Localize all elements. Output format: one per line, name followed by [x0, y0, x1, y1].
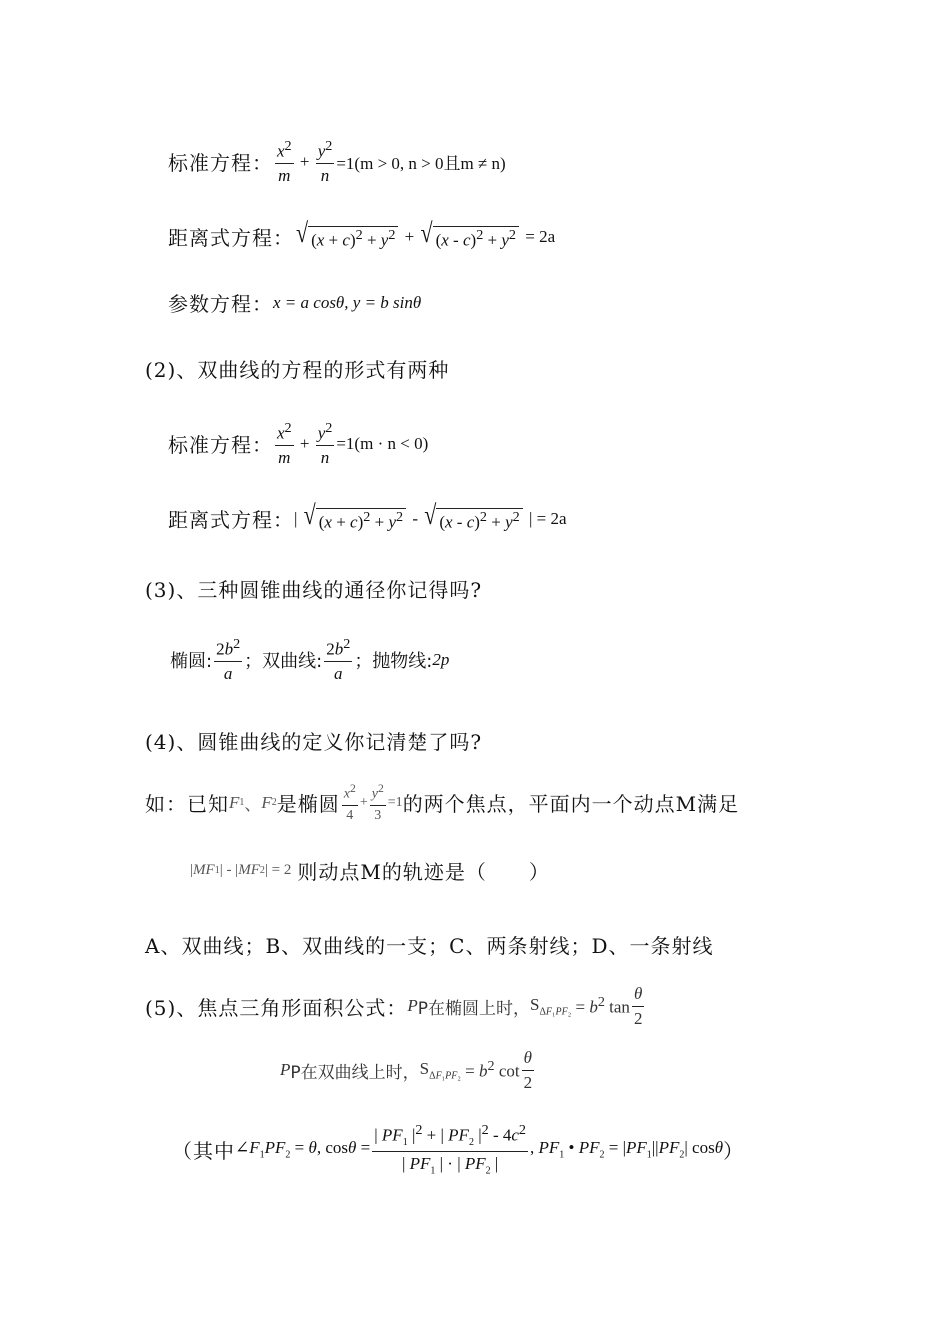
- ellipse-parametric-equation: [168, 288, 421, 317]
- focal-triangle-hyperbola: [280, 1048, 536, 1092]
- latus-rectum-values: [170, 636, 449, 684]
- ellipse-distance-equation: [168, 216, 556, 251]
- example-condition: | MF 1 | - | MF 2 | = 2 则动点M的轨迹是（ ）: [190, 860, 550, 884]
- hyperbola-latus-fraction: $\frac{2b^2}{a}$: [326, 636, 351, 684]
- ellipse-equation: $\frac{x^2}{4}$ + $\frac{y^2}{3}$ =1: [343, 782, 403, 823]
- formula: x = a cosθ, y = b sinθ: [273, 292, 422, 312]
- parabola-latus-value: 2p: [432, 649, 450, 669]
- label: 距离式方程：: [168, 508, 294, 532]
- formula: $\frac{x^2}{m}$ + $\frac{y^2}{n}$ =1(m · n < 0): [277, 420, 429, 468]
- formula: $\frac{x^2}{m}$ + $\frac{y^2}{n}$ =1(m > 0, n > 0且m ≠ n): [277, 138, 506, 186]
- hyperbola-standard-equation: [168, 420, 428, 468]
- label: 标准方程：: [168, 151, 273, 176]
- condition-formula: | MF 1 | - | MF 2 | = 2: [190, 862, 292, 878]
- formula: | √ $(x + c)^2 + y^2$ - √ $(x - c)^2 + y^2$ | = 2a: [294, 498, 567, 532]
- definition-heading: (4)、圆锥曲线的定义你记清楚了吗?: [145, 730, 483, 754]
- latus-rectum-heading: (3)、三种圆锥曲线的通径你记得吗?: [145, 578, 483, 602]
- formula: √ $(x + c)^2 + y^2$ + √ $(x - c)^2 + y^2$ = 2a: [296, 216, 556, 250]
- answer-options: A、双曲线；B、双曲线的一支；C、两条射线；D、一条射线: [145, 934, 714, 958]
- label: 参数方程：: [168, 292, 273, 316]
- example-question: 如：已知 F 1 、 F 2 是椭圆 $\frac{x^2}{4}$ + $\frac{y^2}{3}$ =1 的两个焦点，平面内一个动点M满足: [145, 782, 740, 823]
- focal-triangle-note: （其中 $\angle F_1PF_2 = \theta$, cosθ = $\frac{| PF_1 |^2 + | PF_2 |^2 - 4c^2}{| PF_1 | \cdot | PF_2 |}$ , $PF_1$ • $PF_2 = |PF_1||PF_2|$ cosθ ）: [172, 1122, 745, 1176]
- hyperbola-heading: (2)、双曲线的方程的形式有两种: [145, 358, 450, 382]
- label: 距离式方程：: [168, 226, 294, 250]
- parabola-label: ；抛物线:: [354, 650, 433, 672]
- ellipse-label: 椭圆:: [170, 650, 213, 672]
- label: 标准方程：: [168, 433, 273, 458]
- ellipse-case: P P在椭圆上时， $S_{\Delta F_1PF_2}$ = $b^2$ tan $\frac{\theta}{2}$: [407, 984, 643, 1028]
- note-formula: $\angle F_1PF_2 = \theta$, cosθ = $\frac{| PF_1 |^2 + | PF_2 |^2 - 4c^2}{| PF_1 | \cdot | PF_2 |}$ , $PF_1$ • $PF_2 = |PF_1||PF_2|$ cosθ: [235, 1122, 724, 1176]
- hyperbola-distance-equation: [168, 498, 567, 533]
- foci-symbols: F 1 、 F 2: [229, 792, 277, 816]
- ellipse-latus-fraction: $\frac{2b^2}{a}$: [216, 636, 241, 684]
- ellipse-standard-equation: [168, 138, 506, 186]
- hyperbola-case: P P在双曲线上时， $S_{\Delta F_1PF_2}$ = $b^2$ cot $\frac{\theta}{2}$: [280, 1048, 533, 1092]
- hyperbola-label: ；双曲线:: [244, 650, 323, 672]
- focal-triangle-ellipse: (5)、焦点三角形面积公式： P P在椭圆上时， $S_{\Delta F_1PF_2}$ = $b^2$ tan $\frac{\theta}{2}$: [145, 984, 646, 1028]
